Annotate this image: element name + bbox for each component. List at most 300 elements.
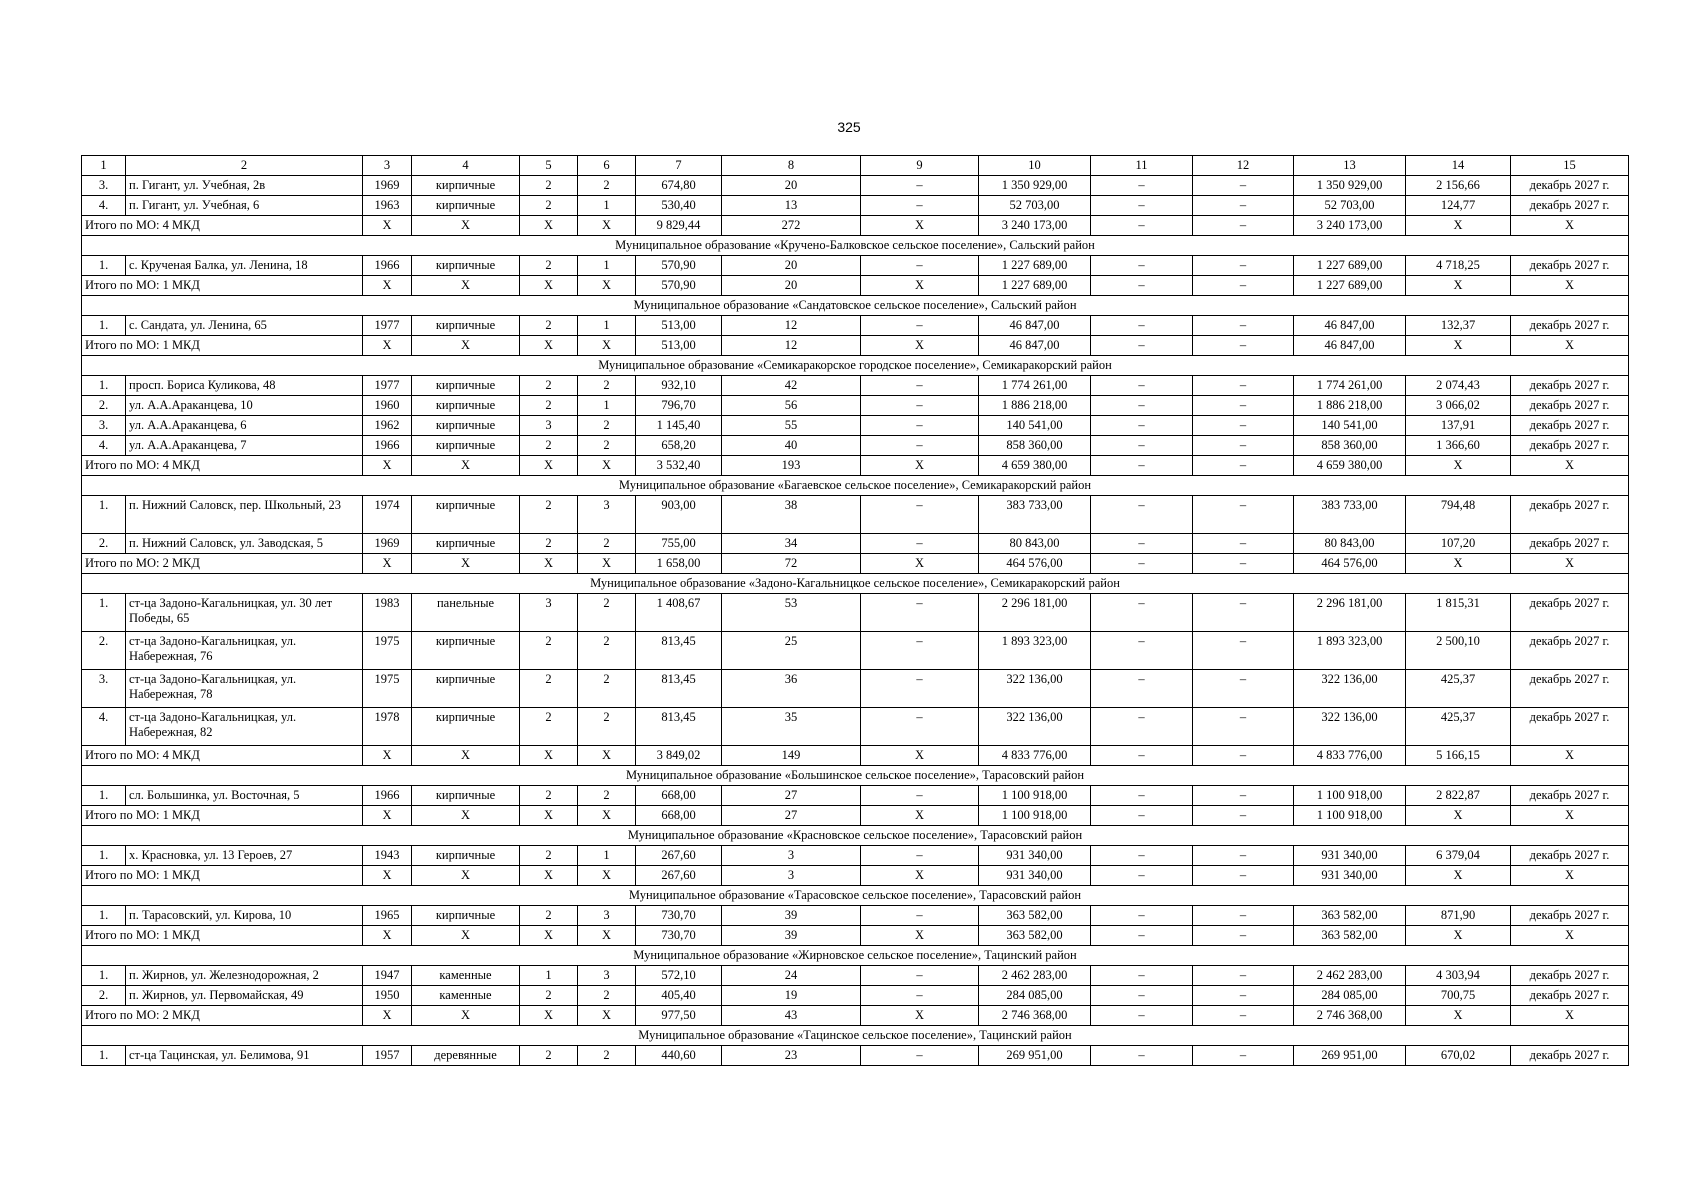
total-cell-col-13: 1 100 918,00	[1294, 806, 1406, 826]
cell-col-14: 6 379,04	[1406, 846, 1511, 866]
total-cell-col-6: X	[578, 456, 636, 476]
cell-col-6: 2	[578, 436, 636, 456]
cell-col-14: 2 500,10	[1406, 632, 1511, 670]
total-cell-col-7: 1 658,00	[636, 554, 722, 574]
total-label: Итого по МО: 1 МКД	[82, 336, 363, 356]
total-row	[82, 216, 1629, 236]
cell-col-12: –	[1193, 396, 1294, 416]
cell-col-8: 55	[722, 416, 861, 436]
section-row	[82, 826, 1629, 846]
total-cell-col-14: 5 166,15	[1406, 746, 1511, 766]
cell-col-10: 1 886 218,00	[979, 396, 1091, 416]
cell-col-11: –	[1091, 966, 1193, 986]
cell-col-1: 1.	[82, 846, 126, 866]
table-row	[82, 594, 1629, 632]
total-cell-col-7: 570,90	[636, 276, 722, 296]
total-cell-col-12: –	[1193, 336, 1294, 356]
cell-col-12: –	[1193, 966, 1294, 986]
page-number: 325	[837, 119, 861, 135]
cell-col-7: 1 145,40	[636, 416, 722, 436]
column-header-2: 2	[126, 156, 363, 176]
table-row	[82, 256, 1629, 276]
total-cell-col-3: X	[363, 1006, 412, 1026]
cell-col-7: 1 408,67	[636, 594, 722, 632]
total-cell-col-4: X	[412, 456, 520, 476]
table-row	[82, 846, 1629, 866]
cell-col-8: 42	[722, 376, 861, 396]
total-cell-col-10: 363 582,00	[979, 926, 1091, 946]
total-cell-col-9: X	[861, 746, 979, 766]
cell-col-1: 1.	[82, 496, 126, 534]
cell-col-12: –	[1193, 176, 1294, 196]
total-cell-col-4: X	[412, 276, 520, 296]
cell-col-8: 20	[722, 176, 861, 196]
total-label: Итого по МО: 1 МКД	[82, 806, 363, 826]
cell-col-6: 2	[578, 1046, 636, 1066]
total-cell-col-15: X	[1511, 216, 1629, 236]
cell-col-6: 2	[578, 632, 636, 670]
cell-col-11: –	[1091, 416, 1193, 436]
cell-col-13: 1 350 929,00	[1294, 176, 1406, 196]
total-cell-col-10: 3 240 173,00	[979, 216, 1091, 236]
table-row	[82, 376, 1629, 396]
table-row	[82, 966, 1629, 986]
cell-col-4: деревянные	[412, 1046, 520, 1066]
total-cell-col-14: X	[1406, 336, 1511, 356]
cell-col-1: 1.	[82, 256, 126, 276]
cell-col-5: 2	[520, 986, 578, 1006]
cell-col-3: 1947	[363, 966, 412, 986]
address-cell: ул. А.А.Араканцева, 10	[126, 396, 363, 416]
cell-col-15: декабрь 2027 г.	[1511, 906, 1629, 926]
total-cell-col-14: X	[1406, 1006, 1511, 1026]
section-title: Муниципальное образование «Кручено-Балковское сельское поселение», Сальский район	[82, 236, 1629, 256]
cell-col-8: 36	[722, 670, 861, 708]
address-cell: ст-ца Задоно-Кагальницкая, ул. Набережная, 78	[126, 670, 363, 708]
cell-col-11: –	[1091, 986, 1193, 1006]
cell-col-12: –	[1193, 708, 1294, 746]
table-row	[82, 1046, 1629, 1066]
total-cell-col-14: X	[1406, 866, 1511, 886]
section-title: Муниципальное образование «Сандатовское сельское поселение», Сальский район	[82, 296, 1629, 316]
cell-col-7: 440,60	[636, 1046, 722, 1066]
cell-col-1: 1.	[82, 966, 126, 986]
address-cell: п. Жирнов, ул. Железнодорожная, 2	[126, 966, 363, 986]
total-cell-col-11: –	[1091, 554, 1193, 574]
cell-col-1: 4.	[82, 708, 126, 746]
cell-col-3: 1943	[363, 846, 412, 866]
cell-col-6: 2	[578, 416, 636, 436]
cell-col-12: –	[1193, 436, 1294, 456]
cell-col-1: 1.	[82, 594, 126, 632]
cell-col-11: –	[1091, 670, 1193, 708]
cell-col-7: 267,60	[636, 846, 722, 866]
total-cell-col-7: 730,70	[636, 926, 722, 946]
total-cell-col-15: X	[1511, 866, 1629, 886]
total-cell-col-6: X	[578, 1006, 636, 1026]
table-body	[82, 156, 1629, 1066]
cell-col-9: –	[861, 376, 979, 396]
cell-col-13: 1 886 218,00	[1294, 396, 1406, 416]
total-row	[82, 1006, 1629, 1026]
cell-col-4: кирпичные	[412, 906, 520, 926]
cell-col-3: 1975	[363, 670, 412, 708]
cell-col-15: декабрь 2027 г.	[1511, 316, 1629, 336]
total-cell-col-6: X	[578, 554, 636, 574]
cell-col-8: 13	[722, 196, 861, 216]
cell-col-9: –	[861, 966, 979, 986]
address-cell: ул. А.А.Араканцева, 6	[126, 416, 363, 436]
cell-col-10: 322 136,00	[979, 708, 1091, 746]
total-label: Итого по МО: 4 МКД	[82, 456, 363, 476]
section-title: Муниципальное образование «Семикаракорское городское поселение», Семикаракорский район	[82, 356, 1629, 376]
cell-col-14: 3 066,02	[1406, 396, 1511, 416]
cell-col-8: 39	[722, 906, 861, 926]
cell-col-11: –	[1091, 196, 1193, 216]
cell-col-7: 932,10	[636, 376, 722, 396]
address-cell: п. Гигант, ул. Учебная, 2в	[126, 176, 363, 196]
cell-col-12: –	[1193, 670, 1294, 708]
column-header-13: 13	[1294, 156, 1406, 176]
total-cell-col-11: –	[1091, 866, 1193, 886]
cell-col-7: 813,45	[636, 708, 722, 746]
cell-col-14: 425,37	[1406, 708, 1511, 746]
total-cell-col-12: –	[1193, 866, 1294, 886]
cell-col-7: 796,70	[636, 396, 722, 416]
total-cell-col-10: 4 659 380,00	[979, 456, 1091, 476]
cell-col-15: декабрь 2027 г.	[1511, 176, 1629, 196]
cell-col-14: 871,90	[1406, 906, 1511, 926]
cell-col-13: 284 085,00	[1294, 986, 1406, 1006]
cell-col-7: 730,70	[636, 906, 722, 926]
section-row	[82, 1026, 1629, 1046]
cell-col-4: кирпичные	[412, 534, 520, 554]
section-row	[82, 476, 1629, 496]
table-row	[82, 176, 1629, 196]
cell-col-4: кирпичные	[412, 256, 520, 276]
total-cell-col-14: X	[1406, 216, 1511, 236]
total-cell-col-10: 46 847,00	[979, 336, 1091, 356]
address-cell: ст-ца Тацинская, ул. Белимова, 91	[126, 1046, 363, 1066]
cell-col-13: 322 136,00	[1294, 670, 1406, 708]
cell-col-9: –	[861, 708, 979, 746]
total-cell-col-14: X	[1406, 806, 1511, 826]
total-cell-col-9: X	[861, 806, 979, 826]
total-cell-col-9: X	[861, 276, 979, 296]
cell-col-10: 46 847,00	[979, 316, 1091, 336]
total-cell-col-9: X	[861, 926, 979, 946]
cell-col-4: кирпичные	[412, 632, 520, 670]
cell-col-10: 1 100 918,00	[979, 786, 1091, 806]
total-cell-col-8: 149	[722, 746, 861, 766]
cell-col-1: 2.	[82, 986, 126, 1006]
cell-col-1: 3.	[82, 176, 126, 196]
cell-col-1: 1.	[82, 316, 126, 336]
section-row	[82, 296, 1629, 316]
address-cell: п. Нижний Саловск, пер. Школьный, 23	[126, 496, 363, 534]
cell-col-5: 1	[520, 966, 578, 986]
total-cell-col-5: X	[520, 926, 578, 946]
total-cell-col-6: X	[578, 276, 636, 296]
total-cell-col-7: 3 532,40	[636, 456, 722, 476]
total-cell-col-3: X	[363, 276, 412, 296]
cell-col-3: 1969	[363, 176, 412, 196]
total-cell-col-4: X	[412, 554, 520, 574]
total-cell-col-7: 977,50	[636, 1006, 722, 1026]
cell-col-15: декабрь 2027 г.	[1511, 708, 1629, 746]
column-header-5: 5	[520, 156, 578, 176]
cell-col-6: 3	[578, 496, 636, 534]
cell-col-15: декабрь 2027 г.	[1511, 496, 1629, 534]
total-cell-col-8: 72	[722, 554, 861, 574]
cell-col-6: 1	[578, 196, 636, 216]
cell-col-9: –	[861, 416, 979, 436]
address-cell: ст-ца Задоно-Кагальницкая, ул. 30 лет Победы, 65	[126, 594, 363, 632]
table-row	[82, 416, 1629, 436]
cell-col-13: 2 296 181,00	[1294, 594, 1406, 632]
section-title: Муниципальное образование «Багаевское сельское поселение», Семикаракорский район	[82, 476, 1629, 496]
cell-col-14: 670,02	[1406, 1046, 1511, 1066]
cell-col-3: 1969	[363, 534, 412, 554]
cell-col-4: кирпичные	[412, 376, 520, 396]
cell-col-5: 2	[520, 436, 578, 456]
cell-col-15: декабрь 2027 г.	[1511, 986, 1629, 1006]
cell-col-14: 425,37	[1406, 670, 1511, 708]
address-cell: с. Крученая Балка, ул. Ленина, 18	[126, 256, 363, 276]
cell-col-6: 3	[578, 906, 636, 926]
cell-col-13: 1 774 261,00	[1294, 376, 1406, 396]
cell-col-1: 2.	[82, 534, 126, 554]
column-header-9: 9	[861, 156, 979, 176]
cell-col-14: 2 156,66	[1406, 176, 1511, 196]
column-header-8: 8	[722, 156, 861, 176]
cell-col-10: 1 227 689,00	[979, 256, 1091, 276]
total-cell-col-3: X	[363, 866, 412, 886]
total-cell-col-4: X	[412, 866, 520, 886]
total-row	[82, 926, 1629, 946]
cell-col-6: 1	[578, 256, 636, 276]
cell-col-10: 1 893 323,00	[979, 632, 1091, 670]
address-cell: ст-ца Задоно-Кагальницкая, ул. Набережная, 76	[126, 632, 363, 670]
total-label: Итого по МО: 1 МКД	[82, 926, 363, 946]
cell-col-4: кирпичные	[412, 436, 520, 456]
cell-col-8: 3	[722, 846, 861, 866]
total-cell-col-10: 4 833 776,00	[979, 746, 1091, 766]
total-cell-col-15: X	[1511, 554, 1629, 574]
cell-col-11: –	[1091, 436, 1193, 456]
cell-col-12: –	[1193, 196, 1294, 216]
cell-col-11: –	[1091, 176, 1193, 196]
column-header-12: 12	[1193, 156, 1294, 176]
cell-col-9: –	[861, 632, 979, 670]
total-row	[82, 806, 1629, 826]
cell-col-15: декабрь 2027 г.	[1511, 376, 1629, 396]
column-header-4: 4	[412, 156, 520, 176]
cell-col-9: –	[861, 176, 979, 196]
cell-col-3: 1977	[363, 316, 412, 336]
cell-col-1: 2.	[82, 632, 126, 670]
cell-col-4: кирпичные	[412, 316, 520, 336]
section-title: Муниципальное образование «Жирновское сельское поселение», Тацинский район	[82, 946, 1629, 966]
cell-col-11: –	[1091, 846, 1193, 866]
cell-col-6: 2	[578, 176, 636, 196]
cell-col-10: 1 774 261,00	[979, 376, 1091, 396]
cell-col-3: 1975	[363, 632, 412, 670]
cell-col-4: кирпичные	[412, 416, 520, 436]
cell-col-3: 1965	[363, 906, 412, 926]
total-cell-col-11: –	[1091, 746, 1193, 766]
total-cell-col-4: X	[412, 1006, 520, 1026]
cell-col-7: 513,00	[636, 316, 722, 336]
total-cell-col-12: –	[1193, 456, 1294, 476]
total-cell-col-13: 4 833 776,00	[1294, 746, 1406, 766]
cell-col-14: 700,75	[1406, 986, 1511, 1006]
cell-col-9: –	[861, 256, 979, 276]
total-cell-col-5: X	[520, 216, 578, 236]
total-cell-col-12: –	[1193, 746, 1294, 766]
table-row	[82, 496, 1629, 534]
total-cell-col-13: 464 576,00	[1294, 554, 1406, 574]
cell-col-9: –	[861, 594, 979, 632]
cell-col-13: 931 340,00	[1294, 846, 1406, 866]
cell-col-14: 107,20	[1406, 534, 1511, 554]
total-cell-col-5: X	[520, 866, 578, 886]
total-label: Итого по МО: 2 МКД	[82, 1006, 363, 1026]
table-row	[82, 986, 1629, 1006]
cell-col-7: 530,40	[636, 196, 722, 216]
total-cell-col-12: –	[1193, 806, 1294, 826]
cell-col-6: 1	[578, 396, 636, 416]
cell-col-5: 2	[520, 316, 578, 336]
cell-col-11: –	[1091, 256, 1193, 276]
cell-col-11: –	[1091, 594, 1193, 632]
cell-col-15: декабрь 2027 г.	[1511, 1046, 1629, 1066]
total-cell-col-3: X	[363, 926, 412, 946]
cell-col-3: 1960	[363, 396, 412, 416]
cell-col-15: декабрь 2027 г.	[1511, 436, 1629, 456]
cell-col-9: –	[861, 786, 979, 806]
total-cell-col-11: –	[1091, 336, 1193, 356]
section-row	[82, 236, 1629, 256]
cell-col-13: 80 843,00	[1294, 534, 1406, 554]
total-cell-col-3: X	[363, 806, 412, 826]
cell-col-9: –	[861, 534, 979, 554]
cell-col-15: декабрь 2027 г.	[1511, 632, 1629, 670]
total-label: Итого по МО: 4 МКД	[82, 746, 363, 766]
cell-col-14: 4 303,94	[1406, 966, 1511, 986]
cell-col-3: 1983	[363, 594, 412, 632]
cell-col-9: –	[861, 396, 979, 416]
section-row	[82, 886, 1629, 906]
total-cell-col-8: 3	[722, 866, 861, 886]
address-cell: п. Нижний Саловск, ул. Заводская, 5	[126, 534, 363, 554]
total-cell-col-10: 1 227 689,00	[979, 276, 1091, 296]
cell-col-4: каменные	[412, 966, 520, 986]
total-cell-col-12: –	[1193, 216, 1294, 236]
total-cell-col-8: 43	[722, 1006, 861, 1026]
cell-col-14: 4 718,25	[1406, 256, 1511, 276]
cell-col-8: 20	[722, 256, 861, 276]
cell-col-13: 52 703,00	[1294, 196, 1406, 216]
total-cell-col-11: –	[1091, 806, 1193, 826]
cell-col-8: 53	[722, 594, 861, 632]
section-title: Муниципальное образование «Тарасовское сельское поселение», Тарасовский район	[82, 886, 1629, 906]
cell-col-13: 322 136,00	[1294, 708, 1406, 746]
cell-col-11: –	[1091, 632, 1193, 670]
total-cell-col-6: X	[578, 926, 636, 946]
cell-col-9: –	[861, 846, 979, 866]
cell-col-10: 2 296 181,00	[979, 594, 1091, 632]
cell-col-9: –	[861, 436, 979, 456]
cell-col-5: 2	[520, 196, 578, 216]
cell-col-5: 2	[520, 534, 578, 554]
cell-col-12: –	[1193, 632, 1294, 670]
table-row	[82, 196, 1629, 216]
section-title: Муниципальное образование «Красновское сельское поселение», Тарасовский район	[82, 826, 1629, 846]
cell-col-13: 2 462 283,00	[1294, 966, 1406, 986]
cell-col-4: кирпичные	[412, 396, 520, 416]
total-cell-col-12: –	[1193, 276, 1294, 296]
total-cell-col-4: X	[412, 746, 520, 766]
cell-col-6: 2	[578, 534, 636, 554]
total-cell-col-15: X	[1511, 926, 1629, 946]
cell-col-9: –	[861, 906, 979, 926]
total-cell-col-10: 1 100 918,00	[979, 806, 1091, 826]
address-cell: п. Тарасовский, ул. Кирова, 10	[126, 906, 363, 926]
cell-col-15: декабрь 2027 г.	[1511, 846, 1629, 866]
cell-col-3: 1957	[363, 1046, 412, 1066]
cell-col-1: 4.	[82, 196, 126, 216]
total-cell-col-4: X	[412, 806, 520, 826]
cell-col-10: 931 340,00	[979, 846, 1091, 866]
total-cell-col-6: X	[578, 806, 636, 826]
section-row	[82, 766, 1629, 786]
section-row	[82, 574, 1629, 594]
cell-col-1: 1.	[82, 786, 126, 806]
cell-col-15: декабрь 2027 г.	[1511, 966, 1629, 986]
address-cell: п. Жирнов, ул. Первомайская, 49	[126, 986, 363, 1006]
address-cell: х. Красновка, ул. 13 Героев, 27	[126, 846, 363, 866]
section-title: Муниципальное образование «Тацинское сельское поселение», Тацинский район	[82, 1026, 1629, 1046]
cell-col-10: 269 951,00	[979, 1046, 1091, 1066]
cell-col-5: 2	[520, 708, 578, 746]
total-cell-col-13: 1 227 689,00	[1294, 276, 1406, 296]
address-cell: ст-ца Задоно-Кагальницкая, ул. Набережная, 82	[126, 708, 363, 746]
total-cell-col-13: 931 340,00	[1294, 866, 1406, 886]
total-row	[82, 866, 1629, 886]
cell-col-6: 2	[578, 376, 636, 396]
cell-col-4: каменные	[412, 986, 520, 1006]
total-cell-col-13: 3 240 173,00	[1294, 216, 1406, 236]
cell-col-13: 1 227 689,00	[1294, 256, 1406, 276]
cell-col-4: панельные	[412, 594, 520, 632]
total-cell-col-5: X	[520, 746, 578, 766]
total-cell-col-15: X	[1511, 276, 1629, 296]
total-cell-col-4: X	[412, 926, 520, 946]
total-cell-col-15: X	[1511, 746, 1629, 766]
total-cell-col-9: X	[861, 456, 979, 476]
total-cell-col-9: X	[861, 216, 979, 236]
cell-col-5: 2	[520, 846, 578, 866]
address-cell: просп. Бориса Куликова, 48	[126, 376, 363, 396]
total-cell-col-5: X	[520, 336, 578, 356]
cell-col-11: –	[1091, 1046, 1193, 1066]
cell-col-7: 570,90	[636, 256, 722, 276]
header-row	[82, 156, 1629, 176]
address-cell: п. Гигант, ул. Учебная, 6	[126, 196, 363, 216]
cell-col-1: 1.	[82, 376, 126, 396]
cell-col-4: кирпичные	[412, 196, 520, 216]
